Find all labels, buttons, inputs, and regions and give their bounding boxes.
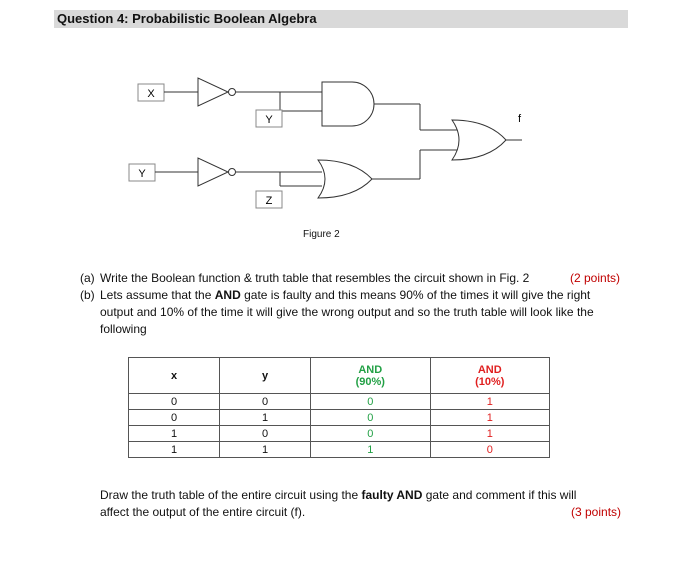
- part-b-line-2: output and 10% of the time it will give the wrong output and so the truth table will look like the: [100, 305, 594, 319]
- cell-x: 1: [129, 426, 220, 442]
- cell-y: 1: [220, 410, 311, 426]
- part-a-label: (a): [80, 271, 95, 285]
- cell-and-90: 0: [311, 394, 431, 410]
- header-and-90-pct: (90%): [355, 375, 385, 388]
- cell-x: 0: [129, 410, 220, 426]
- cell-y: 0: [220, 426, 311, 442]
- table-row: [129, 410, 550, 426]
- circuit-diagram: [0, 0, 700, 260]
- header-and-90: [311, 358, 431, 394]
- cell-and-10: 1: [430, 394, 550, 410]
- header-and-10-title: AND: [477, 363, 502, 376]
- header-x: x: [129, 358, 220, 394]
- instruction-line-1: [100, 487, 576, 504]
- not-gate-2-bubble: [229, 169, 236, 176]
- part-b-text-1: Lets assume that the: [100, 288, 212, 302]
- part-b-line-3: following: [100, 322, 147, 336]
- instruction-text-1: Draw the truth table of the entire circuit using the: [100, 488, 359, 502]
- input-y-label: Y: [138, 168, 146, 180]
- part-b-label: (b): [80, 288, 95, 302]
- not-gate-1-bubble: [229, 89, 236, 96]
- cell-y: 0: [220, 394, 311, 410]
- instruction-points: (3 points): [571, 505, 622, 519]
- wire-label-y: Y: [265, 114, 273, 126]
- cell-and-10: 1: [430, 410, 550, 426]
- input-x-label: X: [147, 88, 155, 100]
- cell-and-90: 0: [311, 410, 431, 426]
- cell-x: 1: [129, 442, 220, 458]
- and-gate: [322, 82, 374, 126]
- part-a-points: (2 points): [570, 271, 621, 285]
- figure-caption: Figure 2: [303, 229, 340, 240]
- instruction-text-2: gate and comment if this will: [425, 488, 577, 502]
- header-and-10: [430, 358, 550, 394]
- part-a-text: Write the Boolean function & truth table that resembles the circuit shown in Fig. 2: [100, 271, 530, 285]
- or-gate-final: [452, 120, 506, 160]
- instruction-faulty-and: faulty AND: [361, 488, 423, 502]
- or-gate-1: [318, 160, 372, 198]
- instruction-line-2: affect the output of the entire circuit (f).: [100, 505, 306, 519]
- output-label-f: f: [518, 113, 522, 125]
- not-gate-1: [198, 78, 228, 106]
- header-and-90-title: AND: [358, 363, 383, 376]
- table-row: [129, 442, 550, 458]
- table-header-row: [129, 358, 550, 394]
- cell-y: 1: [220, 442, 311, 458]
- part-b-and-bold: AND: [214, 288, 241, 302]
- wire-label-z: Z: [265, 195, 273, 207]
- part-b-line-1: [100, 287, 590, 304]
- cell-x: 0: [129, 394, 220, 410]
- header-y: y: [220, 358, 311, 394]
- header-and-10-pct: (10%): [475, 375, 505, 388]
- cell-and-90: 0: [311, 426, 431, 442]
- table-row: [129, 426, 550, 442]
- not-gate-2: [198, 158, 228, 186]
- faulty-and-truth-table: [128, 357, 550, 458]
- cell-and-10: 0: [430, 442, 550, 458]
- cell-and-10: 1: [430, 426, 550, 442]
- question-title: Question 4: Probabilistic Boolean Algebra: [57, 11, 317, 26]
- table-row: [129, 394, 550, 410]
- part-b-text-2: gate is faulty and this means 90% of the times it will give the right: [244, 288, 591, 302]
- cell-and-90: 1: [311, 442, 431, 458]
